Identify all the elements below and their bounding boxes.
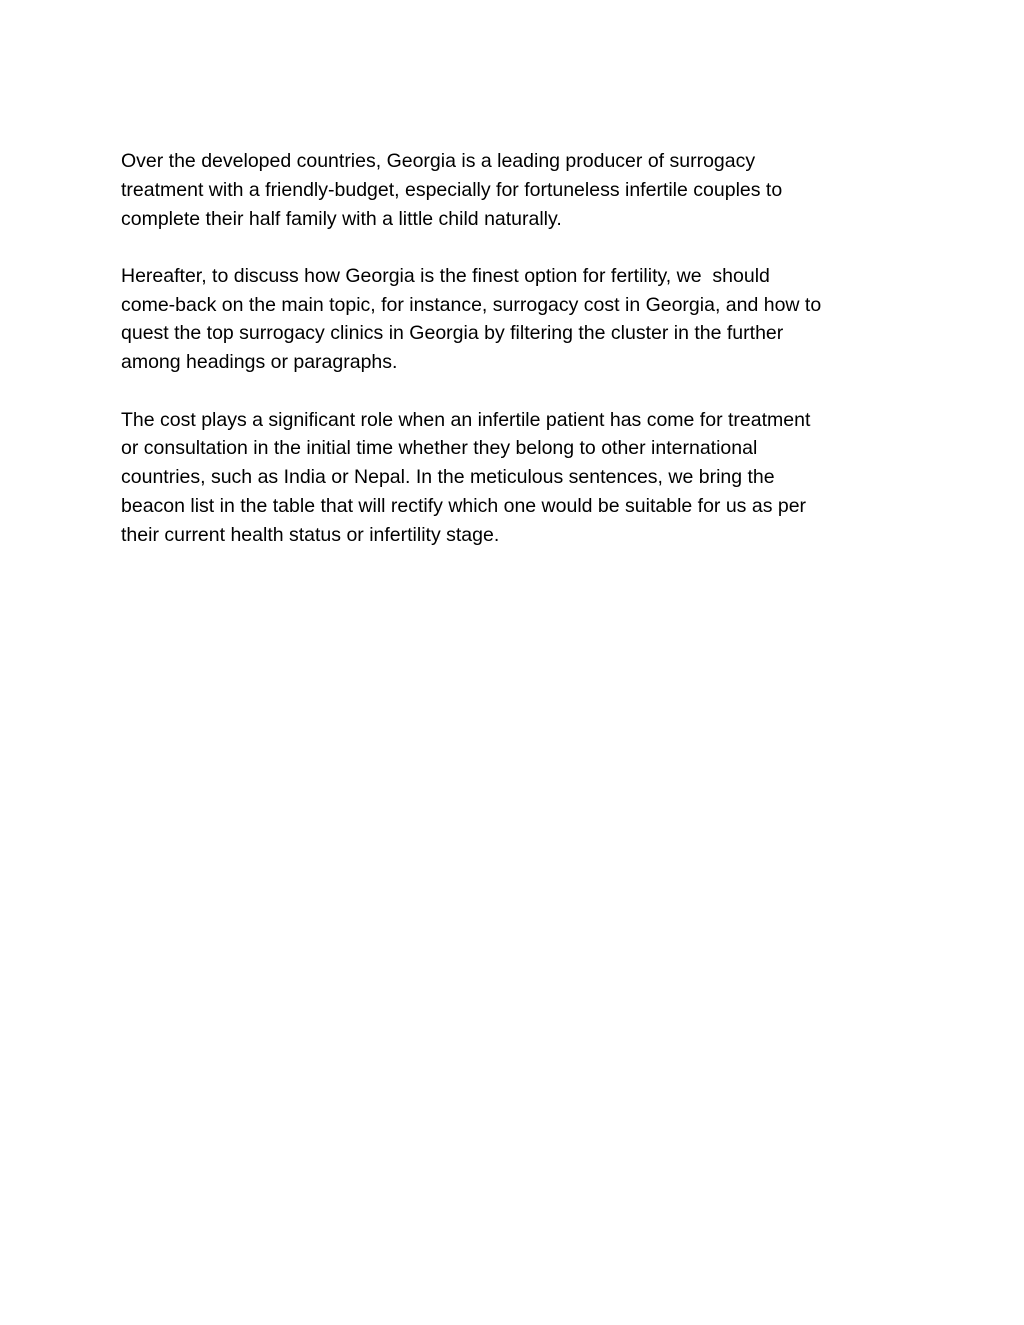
paragraph-line: countries, such as India or Nepal. In the meticulous sentences, we bring the bbox=[121, 466, 775, 489]
paragraph-line: come-back on the main topic, for instance, surrogacy cost in Georgia, and how to bbox=[121, 293, 822, 316]
paragraph-line: Hereafter, to discuss how Georgia is the finest option for fertility, we should bbox=[121, 264, 770, 287]
paragraph-line: their current health status or infertility stage. bbox=[121, 523, 500, 546]
paragraph-3 bbox=[121, 406, 911, 550]
document-body bbox=[121, 147, 911, 578]
paragraph-line: or consultation in the initial time whether they belong to other international bbox=[121, 437, 758, 460]
paragraph-line: treatment with a friendly-budget, especially for fortuneless infertile couples to bbox=[121, 178, 783, 201]
paragraph-line: among headings or paragraphs. bbox=[121, 351, 398, 374]
paragraph-line: beacon list in the table that will rectify which one would be suitable for us as per bbox=[121, 494, 807, 517]
paragraph-line: quest the top surrogacy clinics in Georgia by filtering the cluster in the further bbox=[121, 322, 784, 345]
paragraph-2 bbox=[121, 262, 911, 377]
paragraph-line: complete their half family with a little child naturally. bbox=[121, 207, 562, 230]
paragraph-line: The cost plays a significant role when an infertile patient has come for treatment bbox=[121, 408, 811, 431]
paragraph-1 bbox=[121, 147, 911, 233]
paragraph-line: Over the developed countries, Georgia is a leading producer of surrogacy bbox=[121, 150, 756, 172]
